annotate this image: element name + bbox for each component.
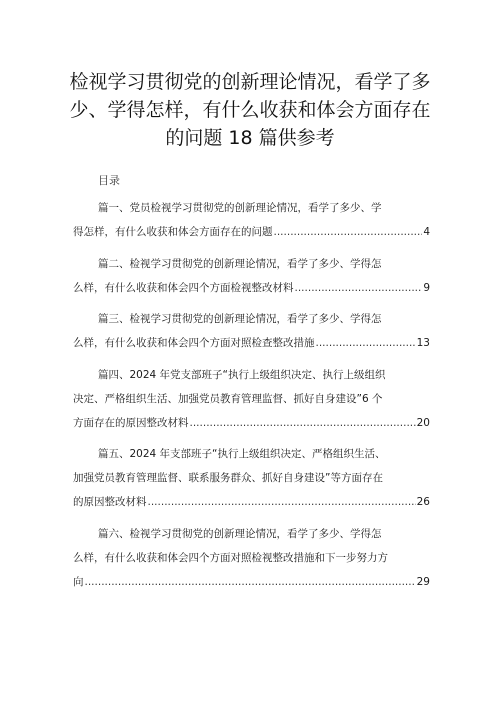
toc-entry-text: 加强党员教育管理监督、联系服务群众、抓好自身建设”等方面存在 bbox=[73, 472, 383, 484]
leader-dots bbox=[85, 576, 416, 588]
leader-dots bbox=[274, 226, 423, 238]
toc-entry-text: 么样，有什么收获和体会四个方面对照检查整改措施 bbox=[73, 337, 315, 349]
toc-entry-text: 么样，有什么收获和体会四个方面对照检视整改措施和下一步努力方 bbox=[73, 551, 388, 564]
toc-entry-last-line bbox=[73, 280, 430, 295]
toc-entry-line bbox=[98, 526, 382, 541]
toc-entry-last-line bbox=[73, 494, 430, 509]
page-number: 9 bbox=[423, 281, 430, 294]
page-number: 20 bbox=[416, 416, 430, 429]
toc-entry-last-line bbox=[73, 335, 430, 350]
toc-entry-text: 篇四、2024 年党支部班子“执行上级组织决定、执行上级组织 bbox=[98, 368, 386, 381]
page-number: 13 bbox=[416, 337, 430, 349]
toc-entry-text: 决定、严格组织生活、加强党员教育管理监督、抓好自身建设”6 个 bbox=[73, 392, 383, 405]
title-line: 检视学习贯彻党的创新理论情况，看学了多 bbox=[69, 71, 431, 93]
toc-entry-line bbox=[73, 550, 388, 565]
toc-heading: 目录 bbox=[98, 174, 120, 187]
toc-entry-last-line bbox=[73, 574, 430, 589]
leader-dots bbox=[316, 337, 416, 349]
page-number: 26 bbox=[416, 496, 430, 508]
leader-dots bbox=[295, 282, 423, 294]
toc-entry-text: 篇二、检视学习贯彻党的创新理论情况，看学了多少、学得怎 bbox=[98, 257, 382, 270]
leader-dots bbox=[190, 417, 416, 429]
page-number: 4 bbox=[423, 226, 430, 238]
title-line: 少、学得怎样，有什么收获和体会方面存在 bbox=[69, 99, 431, 121]
title-line: 的问题 18 篇供参考 bbox=[165, 127, 335, 149]
toc-entry-line bbox=[73, 391, 382, 406]
toc-entry-last-line bbox=[73, 415, 430, 430]
toc-entry-text: 得怎样，有什么收获和体会方面存在的问题 bbox=[73, 226, 273, 238]
toc-entry-text: 么样，有什么收获和体会四个方面检视整改材料 bbox=[73, 281, 294, 294]
toc-entry-last-line bbox=[73, 224, 430, 239]
toc-entry-line bbox=[98, 256, 382, 271]
toc-entry-line bbox=[98, 446, 386, 461]
toc-entry-text: 篇五、2024 年支部班子“执行上级组织决定、严格组织生活、 bbox=[98, 448, 386, 460]
toc-entry-text: 的原因整改材料 bbox=[73, 496, 147, 508]
toc-entry-text: 篇六、检视学习贯彻党的创新理论情况，看学了多少、学得怎 bbox=[98, 527, 382, 540]
toc-entry-text: 篇一、党员检视学习贯彻党的创新理论情况，看学了多少、学 bbox=[98, 202, 382, 214]
page-number: 29 bbox=[416, 575, 430, 588]
toc-entry-text: 向 bbox=[73, 575, 84, 588]
toc-entry-line bbox=[98, 311, 382, 326]
toc-entry-line bbox=[98, 367, 386, 382]
document-title bbox=[40, 68, 460, 152]
leader-dots bbox=[148, 496, 416, 508]
toc-entry-line bbox=[73, 470, 383, 485]
toc-entry-line bbox=[98, 200, 382, 215]
toc-entry-text: 方面存在的原因整改材料 bbox=[73, 416, 189, 429]
toc-entry-text: 篇三、检视学习贯彻党的创新理论情况，看学了多少、学得怎 bbox=[98, 313, 382, 325]
